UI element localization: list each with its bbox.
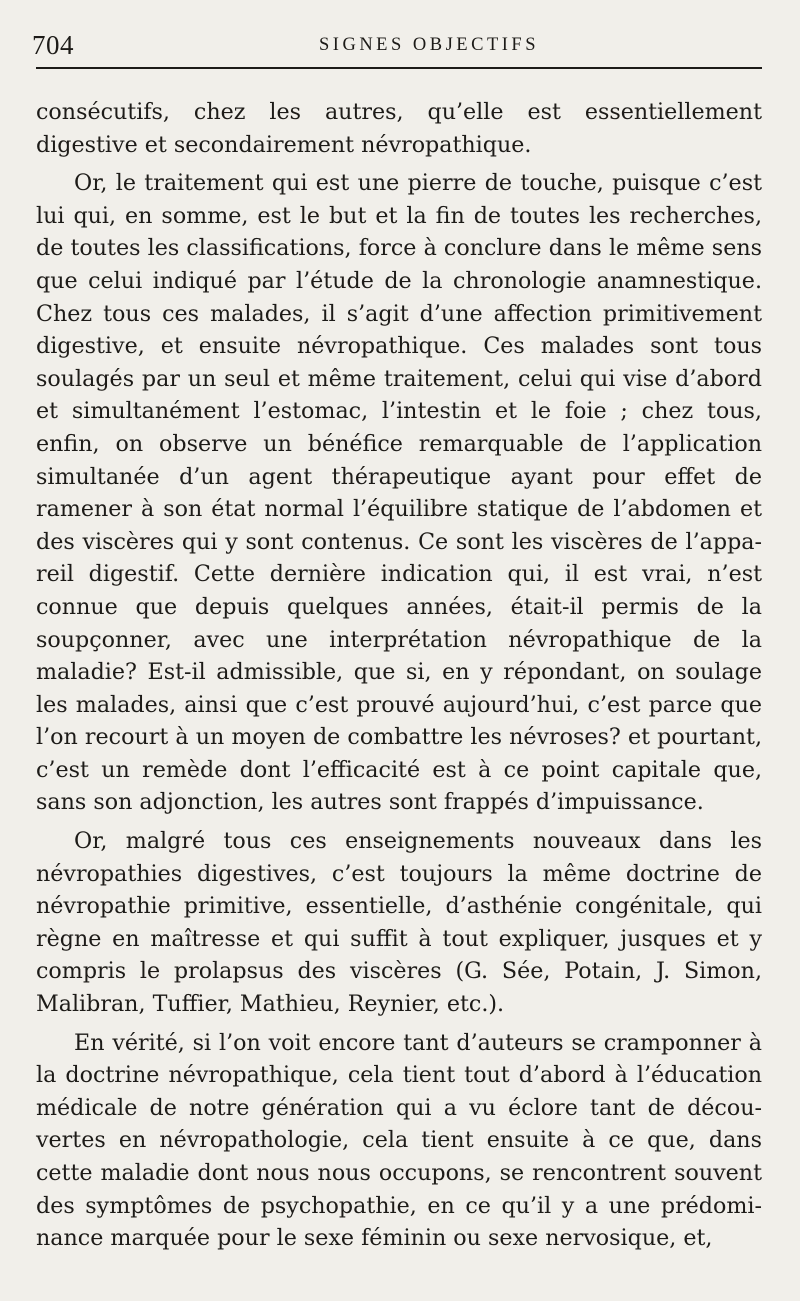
running-title: SIGNES OBJECTIFS (319, 35, 539, 55)
page-number: 704 (32, 30, 74, 60)
paragraph-continued: consécutifs, chez les autres, qu’elle est essentiellement digestive et secondairement névropathique. (36, 99, 762, 158)
paragraph: Or, malgré tous ces enseignements nouveaux dans les névropathies digestives, c’est toujours la même doctrine de névropathie primitive, essentielle, d’asthénie congénitale, qui règne en maîtresse et qui suffit à tout expliquer, jusques et y compris le prolapsus des viscères (G. Sée, Potain, J. Simon, Malibran, Tuffier, Mathieu, Reynier, etc.). (36, 828, 762, 1018)
body-text (36, 96, 762, 1261)
paragraph: Or, le traitement qui est une pierre de touche, puisque c’est lui qui, en somme, est le but et la fin de toutes les recherches, de toutes les classifications, force à conclure dans le même sens que celui indiqué par l’étude de la chronologie anamnestique. Chez tous ces malades, il s’agit d’une affection primitivement digestive, et ensuite névropathique. Ces malades sont tous soulagés par un seul et même traitement, celui qui vise d’abord et simultanément l’estomac, l’intestin et le foie ; chez tous, enfin, on observe un bénéfice remarquable de l’application simultanée d’un agent thérapeutique ayant pour effet de ramener à son état normal l’équilibre statique de l’abdomen et des viscères qui y sont contenus. Ce sont les viscères de l’appareil digestif. Cette dernière indication qui, il est vrai, n’est connue que depuis quelques années, était-il permis de la soupçonner, avec une interprétation névropathique de la maladie? Est-il admissible, que si, en y répondant, on soulage les malades, ainsi que c’est prouvé aujourd’hui, c’est parce que l’on recourt à un moyen de combattre les névroses? et pourtant, c’est un remède dont l’efficacité est à ce point capitale que, sans son adjonction, les autres sont frappés d’impuissance. (36, 170, 762, 816)
header-rule (36, 67, 762, 69)
paragraph: En vérité, si l’on voit encore tant d’auteurs se cramponner à la doctrine névropathique, cela tient tout d’abord à l’éducation médicale de notre génération qui a vu éclore tant de découvertes en névropathologie, cela tient ensuite à ce que, dans cette maladie dont nous nous occupons, se rencontrent souvent des symptômes de psychopathie, en ce qu’il y a une prédominance marquée pour le sexe féminin ou sexe nervosique, et, (36, 1029, 762, 1252)
page-header (32, 30, 762, 70)
